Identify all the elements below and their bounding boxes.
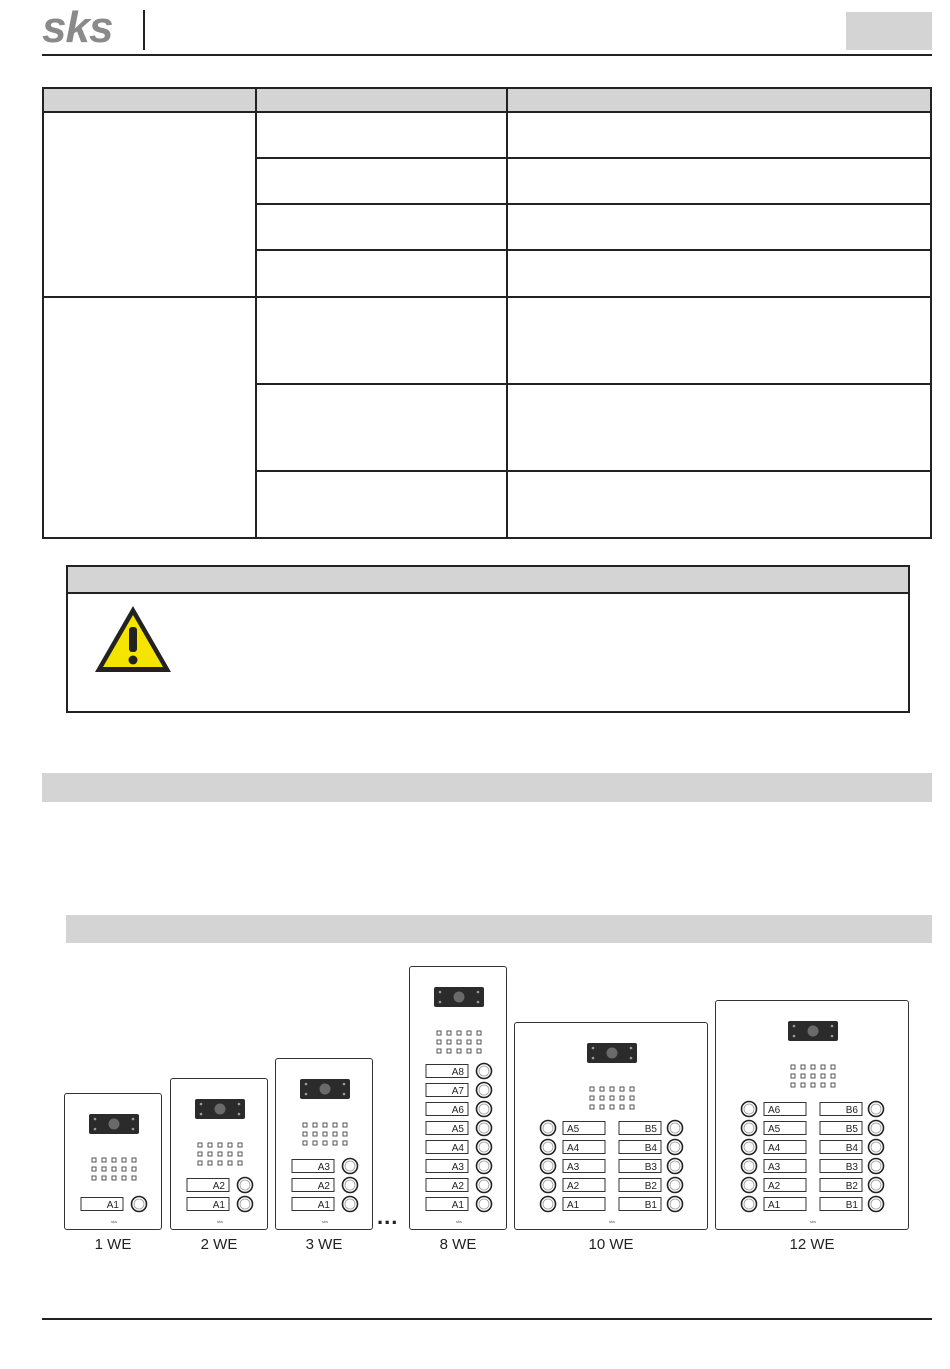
name-label-text: B3 xyxy=(845,1162,858,1173)
speaker-grille-icon xyxy=(303,1123,347,1145)
door-panel xyxy=(275,1058,373,1230)
panel-brand-mark: sks xyxy=(111,1219,117,1224)
name-label-text: B3 xyxy=(644,1162,657,1173)
call-button xyxy=(742,1102,757,1117)
door-panel xyxy=(715,1000,909,1230)
camera-module-icon xyxy=(587,1043,637,1063)
camera-module-icon xyxy=(300,1079,350,1099)
call-button xyxy=(668,1140,683,1155)
name-label-text: A2 xyxy=(567,1181,580,1192)
call-button xyxy=(869,1178,884,1193)
name-label-text: A4 xyxy=(451,1143,464,1154)
call-button xyxy=(477,1140,492,1155)
panel-brand-mark: sks xyxy=(609,1219,615,1224)
speaker-grille-icon xyxy=(92,1158,136,1180)
panel-drawing xyxy=(716,1001,910,1231)
call-button xyxy=(668,1121,683,1136)
call-button xyxy=(343,1178,358,1193)
call-button xyxy=(477,1121,492,1136)
call-button xyxy=(869,1102,884,1117)
name-label-text: A7 xyxy=(451,1086,464,1097)
panel-caption: 12 WE xyxy=(789,1236,835,1253)
panel-brand-mark: sks xyxy=(456,1219,462,1224)
door-panel xyxy=(170,1078,268,1230)
name-label-text: A5 xyxy=(451,1124,464,1135)
ellipsis: ... xyxy=(377,1204,399,1229)
name-label-text: A1 xyxy=(567,1200,580,1211)
panel-brand-mark: sks xyxy=(322,1219,328,1224)
name-label-text: A4 xyxy=(768,1143,781,1154)
call-button xyxy=(869,1159,884,1174)
call-button xyxy=(477,1159,492,1174)
call-button xyxy=(869,1197,884,1212)
panel-brand-mark: sks xyxy=(810,1219,816,1224)
name-label-text: A4 xyxy=(567,1143,580,1154)
panel-caption: 1 WE xyxy=(94,1236,132,1253)
subsection-heading-bar xyxy=(66,915,932,943)
speaker-grille-icon xyxy=(791,1065,835,1087)
name-label-text: A6 xyxy=(451,1105,464,1116)
name-label-text: B5 xyxy=(845,1124,858,1135)
name-label-text: B1 xyxy=(845,1200,858,1211)
call-button xyxy=(668,1197,683,1212)
table-rule xyxy=(42,87,932,89)
call-button xyxy=(668,1178,683,1193)
name-label-text: A3 xyxy=(768,1162,781,1173)
door-panel xyxy=(409,966,507,1230)
table-rule xyxy=(42,296,932,298)
name-label-text: A3 xyxy=(317,1162,330,1173)
name-label-text: B2 xyxy=(644,1181,657,1192)
call-button xyxy=(869,1140,884,1155)
table-rule xyxy=(42,537,932,539)
call-button xyxy=(742,1121,757,1136)
panel-brand-mark: sks xyxy=(217,1219,223,1224)
call-button xyxy=(541,1121,556,1136)
call-button xyxy=(541,1159,556,1174)
logo-divider xyxy=(143,10,145,50)
name-label-text: A5 xyxy=(567,1124,580,1135)
call-button xyxy=(343,1197,358,1212)
table-rule xyxy=(256,383,932,385)
panel-drawing xyxy=(65,1094,163,1231)
name-label-text: A2 xyxy=(451,1181,464,1192)
call-button xyxy=(238,1178,253,1193)
table-rule xyxy=(930,87,932,539)
panel-caption: 2 WE xyxy=(200,1236,238,1253)
camera-module-icon xyxy=(434,987,484,1007)
table-rule xyxy=(256,203,932,205)
table-rule xyxy=(255,87,257,539)
panel-drawing xyxy=(515,1023,709,1231)
table-rule xyxy=(42,111,932,113)
speaker-grille-icon xyxy=(437,1031,481,1053)
call-button xyxy=(541,1197,556,1212)
table-rule xyxy=(256,249,932,251)
name-label-text: B2 xyxy=(845,1181,858,1192)
name-label-text: A1 xyxy=(106,1200,119,1211)
panel-drawing xyxy=(171,1079,269,1231)
name-label-text: A3 xyxy=(451,1162,464,1173)
call-button xyxy=(742,1178,757,1193)
warning-notice xyxy=(66,565,910,713)
name-label-text: B6 xyxy=(845,1105,858,1116)
name-label-text: B4 xyxy=(845,1143,858,1154)
name-label-text: B1 xyxy=(644,1200,657,1211)
page-number-tab xyxy=(846,12,932,50)
call-button xyxy=(343,1159,358,1174)
call-button xyxy=(238,1197,253,1212)
camera-module-icon xyxy=(89,1114,139,1134)
panel-caption: 10 WE xyxy=(588,1236,634,1253)
name-label-text: A6 xyxy=(768,1105,781,1116)
door-panel xyxy=(64,1093,162,1230)
call-button xyxy=(541,1140,556,1155)
panel-drawing xyxy=(276,1059,374,1231)
camera-module-icon xyxy=(195,1099,245,1119)
call-button xyxy=(477,1178,492,1193)
table-rule xyxy=(256,470,932,472)
name-label-text: A8 xyxy=(451,1067,464,1078)
notice-header xyxy=(68,567,908,594)
call-button xyxy=(477,1102,492,1117)
footer-rule xyxy=(42,1318,932,1320)
table-rule xyxy=(506,87,508,539)
call-button xyxy=(742,1140,757,1155)
table-header-row xyxy=(42,88,930,112)
call-button xyxy=(132,1197,147,1212)
call-button xyxy=(477,1083,492,1098)
warning-triangle-icon xyxy=(92,603,174,675)
name-label-text: A2 xyxy=(317,1181,330,1192)
name-label-text: A1 xyxy=(768,1200,781,1211)
call-button xyxy=(477,1064,492,1079)
panel-caption: 3 WE xyxy=(305,1236,343,1253)
speaker-grille-icon xyxy=(198,1143,242,1165)
call-button xyxy=(541,1178,556,1193)
call-button xyxy=(742,1197,757,1212)
name-label-text: A1 xyxy=(317,1200,330,1211)
section-heading-bar xyxy=(42,773,932,802)
name-label-text: A3 xyxy=(567,1162,580,1173)
name-label-text: A2 xyxy=(212,1181,225,1192)
camera-module-icon xyxy=(788,1021,838,1041)
name-label-text: A1 xyxy=(212,1200,225,1211)
panel-drawing xyxy=(410,967,508,1231)
call-button xyxy=(742,1159,757,1174)
door-panel xyxy=(514,1022,708,1230)
name-label-text: A2 xyxy=(768,1181,781,1192)
panel-caption: 8 WE xyxy=(439,1236,477,1253)
call-button xyxy=(477,1197,492,1212)
table-rule xyxy=(42,87,44,539)
brand-logo: sks xyxy=(42,3,113,52)
name-label-text: B5 xyxy=(644,1124,657,1135)
header-rule xyxy=(42,54,932,56)
table-rule xyxy=(256,157,932,159)
name-label-text: A5 xyxy=(768,1124,781,1135)
name-label-text: A1 xyxy=(451,1200,464,1211)
speaker-grille-icon xyxy=(590,1087,634,1109)
call-button xyxy=(668,1159,683,1174)
name-label-text: B4 xyxy=(644,1143,657,1154)
call-button xyxy=(869,1121,884,1136)
